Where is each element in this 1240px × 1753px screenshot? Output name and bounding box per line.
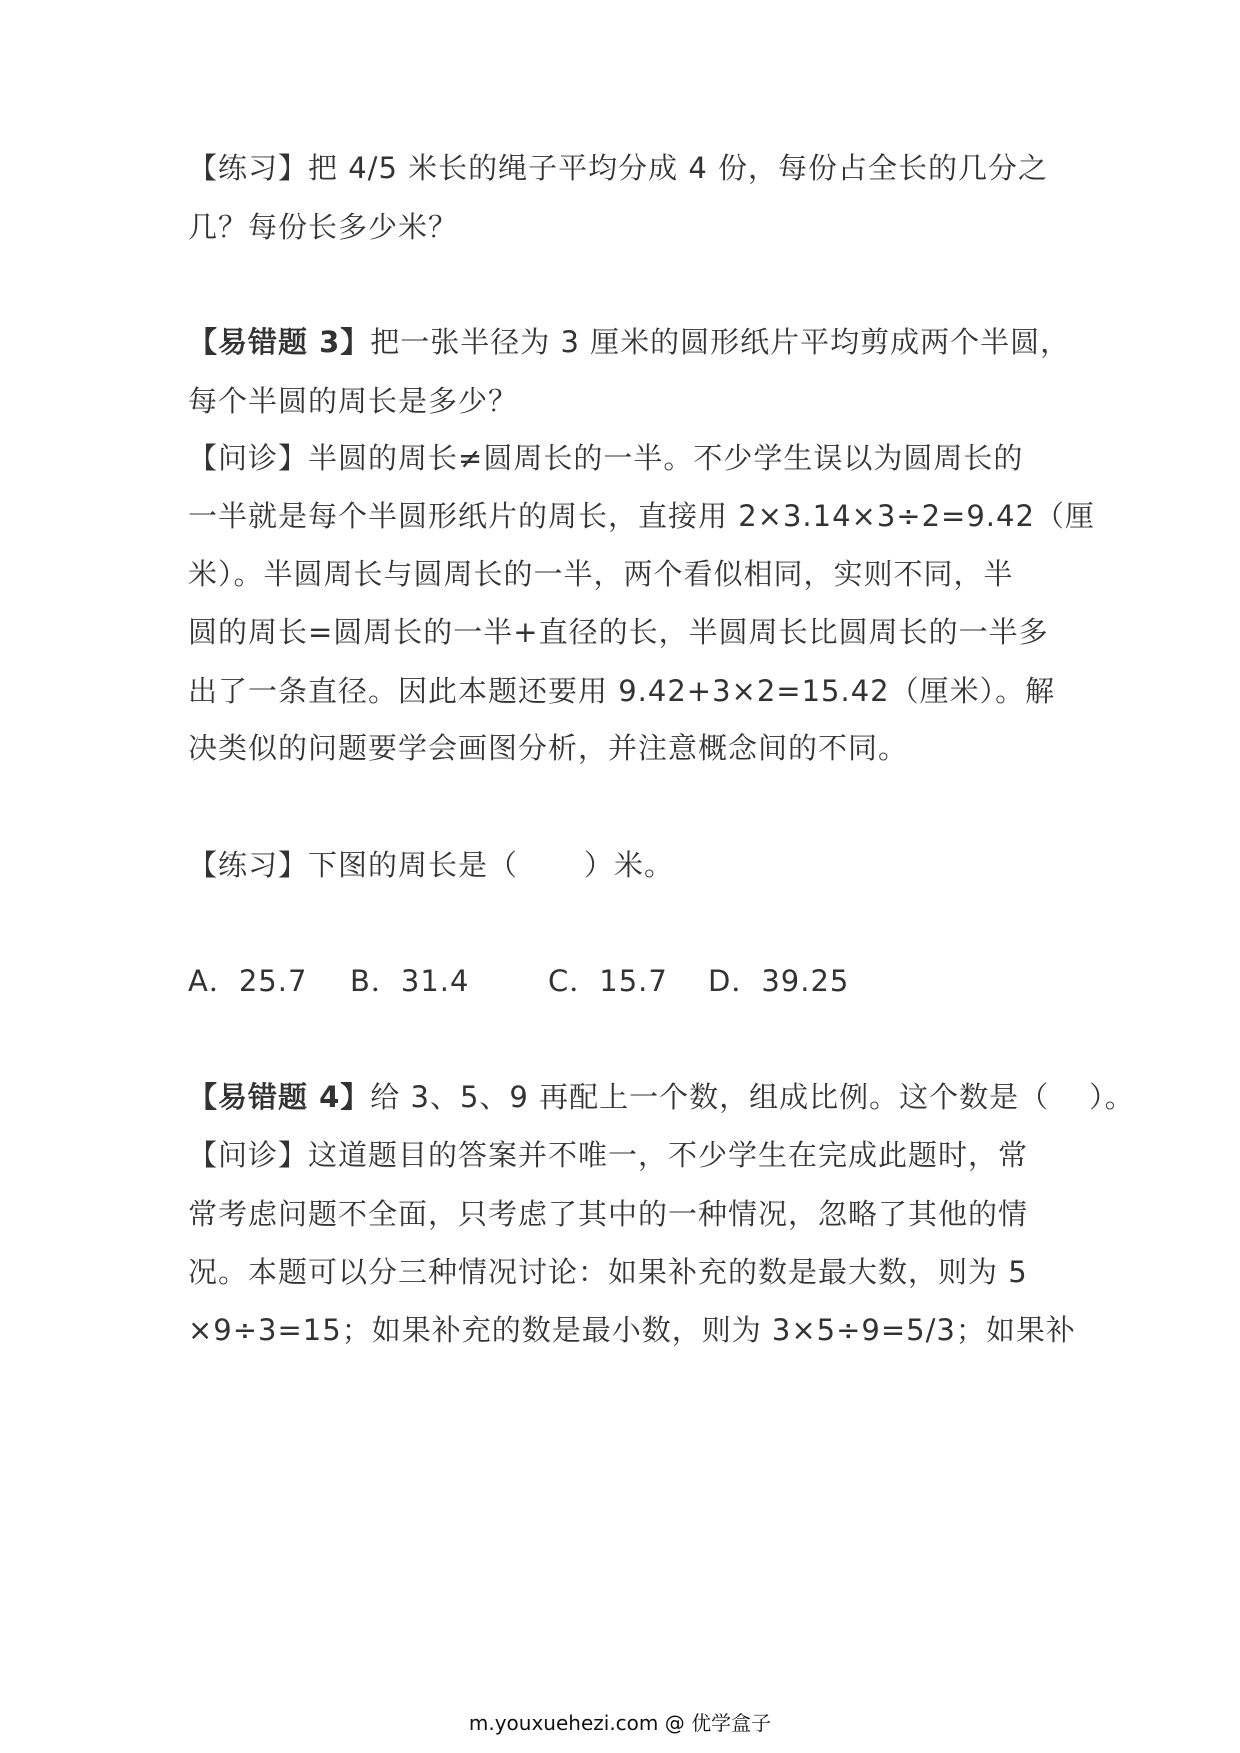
error4-tag: 【易错题 4】 bbox=[188, 1080, 371, 1114]
diag3-line3: 米）。半圆周长与圆周长的一半，两个看似相同，实则不同，半 bbox=[188, 557, 1014, 591]
practice1-line2: 几？每份长多少米？ bbox=[188, 210, 459, 244]
error3-line2: 每个半圆的周长是多少？ bbox=[188, 384, 519, 418]
practice1-line1: 【练习】把 4/5 米长的绳子平均分成 4 份，每份占全长的几分之 bbox=[188, 151, 1048, 185]
error4-line1-text: 给 3、5、9 再配上一个数，组成比例。这个数是（ bbox=[370, 1080, 1050, 1114]
error4-line1 bbox=[188, 1077, 1135, 1117]
practice2-line bbox=[188, 845, 1088, 885]
diag3-tag: 【问诊】 bbox=[188, 441, 309, 475]
diag3-line1-text: 半圆的周长≠圆周长的一半。不少学生误以为圆周长的 bbox=[308, 441, 1024, 475]
error3-tag: 【易错题 3】 bbox=[188, 325, 371, 359]
option-b: B．31.4 bbox=[350, 964, 470, 998]
error3-line1-text: 把一张半径为 3 厘米的圆形纸片平均剪成两个半圆， bbox=[370, 325, 1071, 359]
error4-line1-end: ）。 bbox=[1089, 1080, 1135, 1114]
diag4-tag: 【问诊】 bbox=[188, 1138, 309, 1172]
diag3-line1 bbox=[188, 438, 1088, 478]
diag4-line1 bbox=[188, 1135, 1088, 1175]
practice2-text-after: ）米。 bbox=[584, 848, 675, 882]
diag3-line2: 一半就是每个半圆形纸片的周长，直接用 2×3.14×3÷2=9.42（厘 bbox=[188, 499, 1095, 533]
diag4-line4: ×9÷3=15；如果补充的数是最小数，则为 3×5÷9=5/3；如果补 bbox=[188, 1313, 1076, 1347]
practice2-text-before: 【练习】下图的周长是（ bbox=[188, 848, 519, 882]
option-d: D．39.25 bbox=[708, 964, 850, 998]
diag4-line2: 常考虑问题不全面，只考虑了其中的一种情况，忽略了其他的情 bbox=[188, 1197, 1029, 1231]
error3-line1 bbox=[188, 322, 1088, 362]
option-c: C．15.7 bbox=[548, 964, 668, 998]
footer-watermark: m.youxuehezi.com @ 优学盒子 bbox=[468, 1711, 772, 1735]
diag3-line4: 圆的周长=圆周长的一半+直径的长，半圆周长比圆周长的一半多 bbox=[188, 615, 1049, 649]
diag4-line1-text: 这道题目的答案并不唯一，不少学生在完成此题时，常 bbox=[308, 1138, 1029, 1172]
diag3-line5: 出了一条直径。因此本题还要用 9.42+3×2=15.42（厘米）。解 bbox=[188, 674, 1056, 708]
diag3-line6: 决类似的问题要学会画图分析，并注意概念间的不同。 bbox=[188, 731, 909, 765]
option-a: A．25.7 bbox=[188, 964, 308, 998]
diag4-line3: 况。本题可以分三种情况讨论：如果补充的数是最大数，则为 5 bbox=[188, 1255, 1028, 1289]
